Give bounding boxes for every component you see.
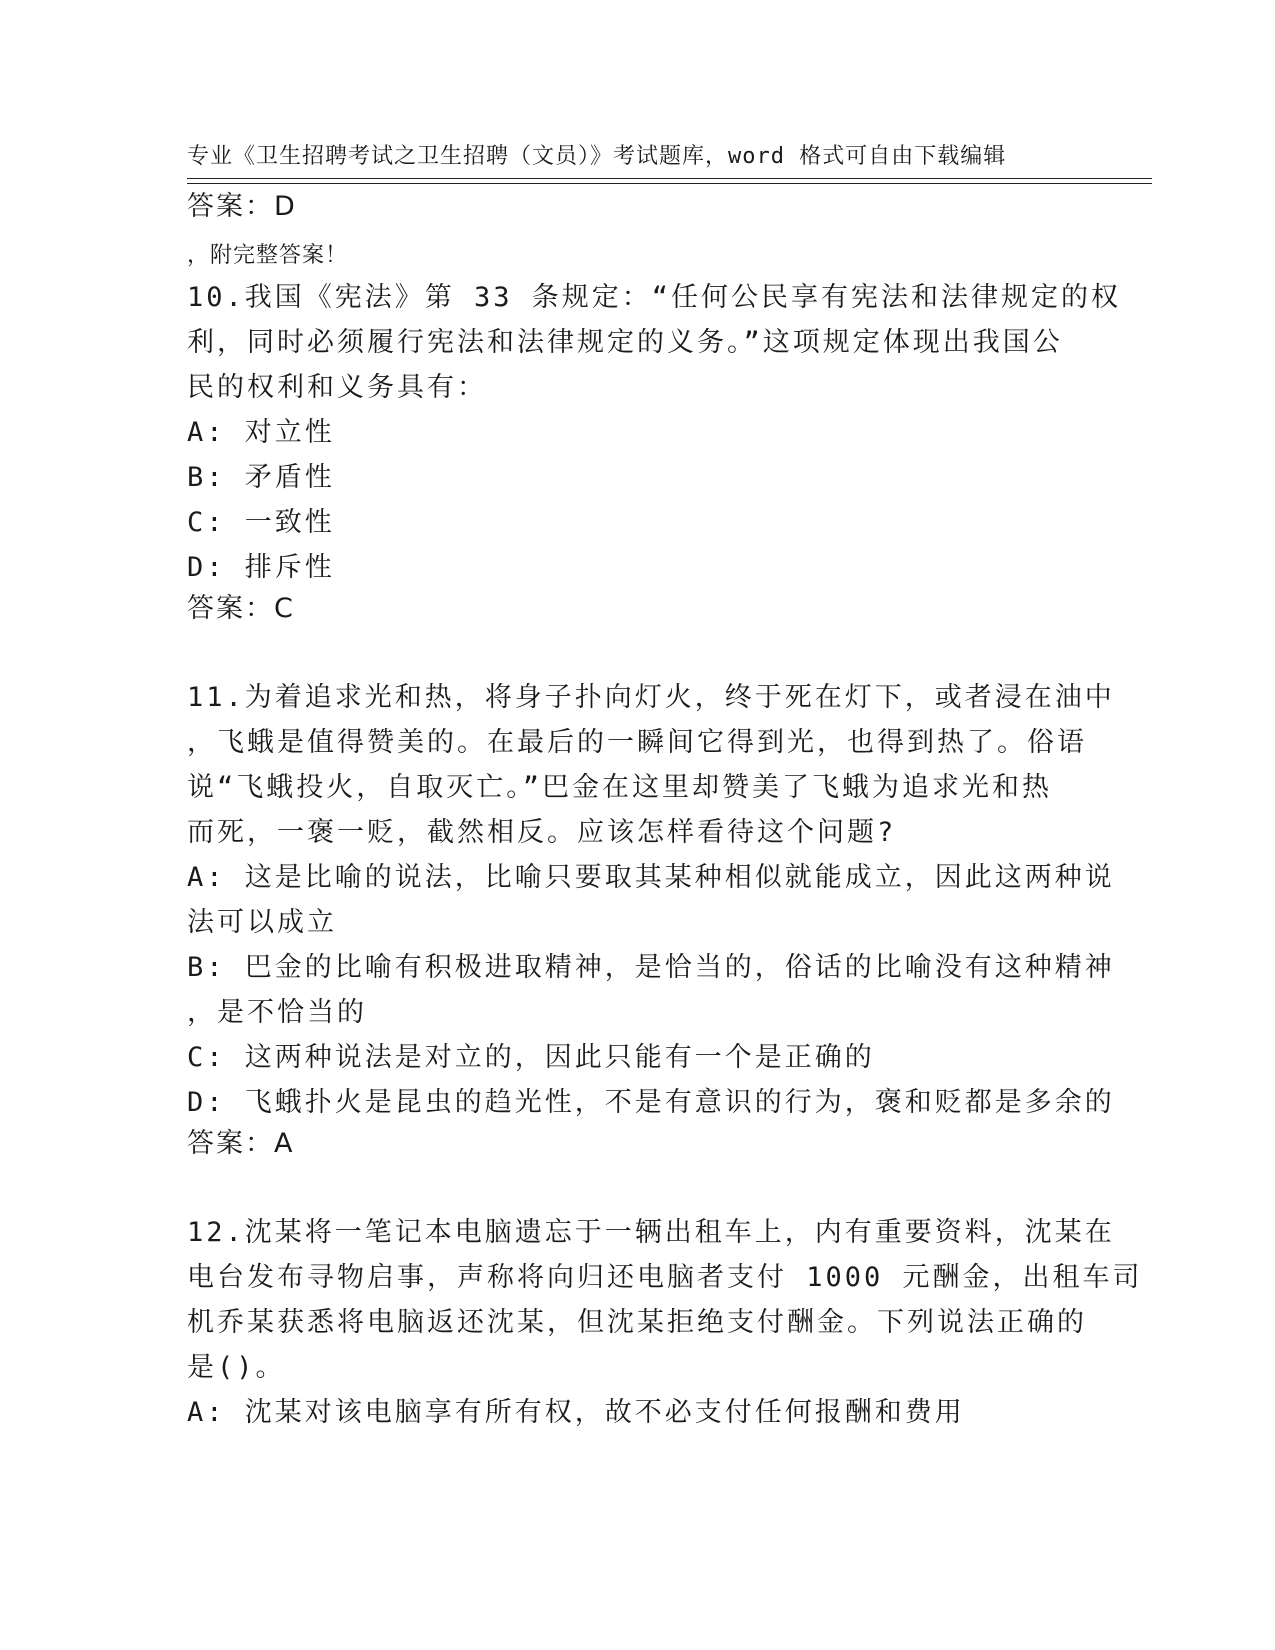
option-b: B: 矛盾性 xyxy=(187,462,335,493)
question-stem-line: 民的权利和义务具有： xyxy=(187,372,487,403)
question-stem-line: 是()。 xyxy=(187,1352,286,1383)
header-divider xyxy=(187,183,1152,184)
question-stem-line: 说“飞蛾投火，自取灭亡。”巴金在这里却赞美了飞蛾为追求光和热 xyxy=(187,772,1053,803)
option-a-cont: 法可以成立 xyxy=(187,907,337,938)
option-b-cont: ，是不恰当的 xyxy=(187,997,367,1028)
option-b: B: 巴金的比喻有积极进取精神，是恰当的，俗话的比喻没有这种精神 xyxy=(187,952,1115,983)
option-a: A: 对立性 xyxy=(187,417,335,448)
question-stem-line: 电台发布寻物启事，声称将向归还电脑者支付 1000 元酬金，出租车司 xyxy=(187,1262,1143,1293)
option-d: D: 飞蛾扑火是昆虫的趋光性，不是有意识的行为，褒和贬都是多余的 xyxy=(187,1087,1115,1118)
option-c: C: 一致性 xyxy=(187,507,335,538)
question-stem-line: 利，同时必须履行宪法和法律规定的义务。”这项规定体现出我国公 xyxy=(187,327,1063,358)
question-stem-line: 11.为着追求光和热，将身子扑向灯火，终于死在灯下，或者浸在油中 xyxy=(187,682,1115,713)
option-c: C: 这两种说法是对立的，因此只能有一个是正确的 xyxy=(187,1042,875,1073)
answer-q10: 答案：C xyxy=(187,593,295,624)
question-11 xyxy=(187,675,1115,1125)
option-a: A: 这是比喻的说法，比喻只要取其某种相似就能成立，因此这两种说 xyxy=(187,862,1115,893)
question-10 xyxy=(187,275,1122,590)
header-line: 专业《卫生招聘考试之卫生招聘（文员）》考试题库，word 格式可自由下载编辑 xyxy=(187,144,1007,169)
answer-q9: 答案：D xyxy=(187,191,297,222)
question-stem-line: 而死，一褒一贬，截然相反。应该怎样看待这个问题? xyxy=(187,817,897,848)
question-12 xyxy=(187,1210,1143,1435)
question-stem-line: 机乔某获悉将电脑返还沈某，但沈某拒绝支付酬金。下列说法正确的 xyxy=(187,1307,1087,1338)
option-a: A: 沈某对该电脑享有所有权，故不必支付任何报酬和费用 xyxy=(187,1397,965,1428)
question-stem-line: 10.我国《宪法》第 33 条规定：“任何公民享有宪法和法律规定的权 xyxy=(187,282,1122,313)
header-divider xyxy=(187,178,1152,179)
answer-q11: 答案：A xyxy=(187,1128,295,1159)
header-line: ，附完整答案！ xyxy=(187,243,349,268)
question-stem-line: 12.沈某将一笔记本电脑遗忘于一辆出租车上，内有重要资料，沈某在 xyxy=(187,1217,1115,1248)
option-d: D: 排斥性 xyxy=(187,552,335,583)
question-stem-line: ，飞蛾是值得赞美的。在最后的一瞬间它得到光，也得到热了。俗语 xyxy=(187,727,1087,758)
